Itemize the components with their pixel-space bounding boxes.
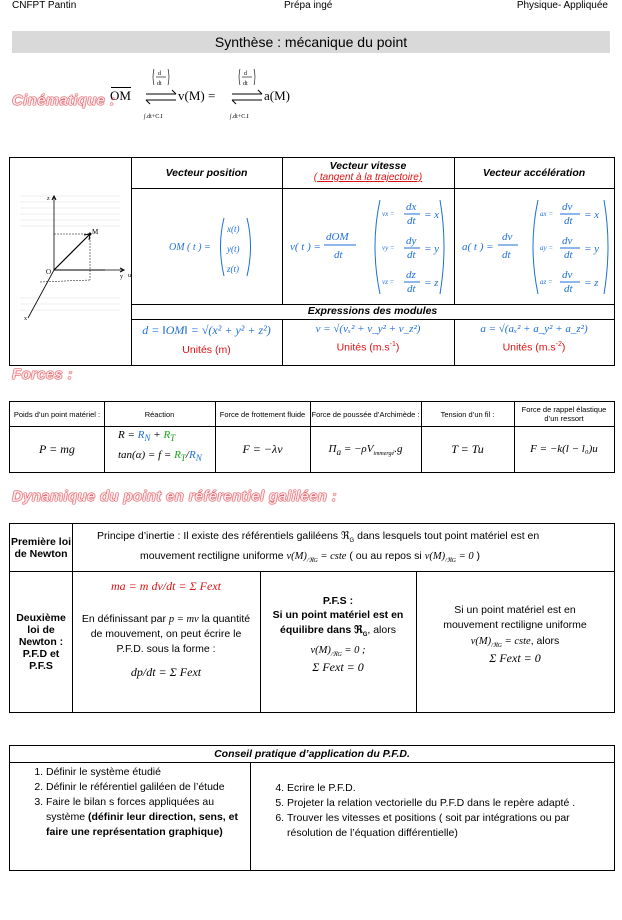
conseil-step: 1. Définir le système étudié bbox=[46, 765, 250, 780]
formula-ressort: F = −k(l − l₀)u bbox=[530, 443, 598, 455]
header-left: CNFPT Pantin bbox=[12, 0, 77, 11]
svg-text:dt: dt bbox=[564, 249, 573, 261]
page-title: Synthèse : mécanique du point bbox=[12, 31, 610, 53]
velocity-expr: v(M) = bbox=[178, 88, 216, 103]
conseil-step-bold: (définir leur direction, sens, et faire une représentation graphique) bbox=[46, 811, 238, 838]
svg-text:dz: dz bbox=[406, 269, 416, 281]
svg-text:dt: dt bbox=[334, 249, 343, 261]
svg-text:x(t): x(t) bbox=[227, 224, 240, 234]
section-cinematique: Cinématique : bbox=[12, 92, 116, 109]
formula-reaction: $R = R_N + R_T$ $\tan(\alpha) = f = R_T/R_N$ bbox=[104, 426, 216, 472]
point-m-label: M bbox=[92, 228, 99, 236]
conseil-step: 2. Définir le référentiel galiléen de l’étude bbox=[46, 780, 250, 795]
header-center: Prépa ingé bbox=[284, 0, 333, 11]
svg-text:= x: = x bbox=[424, 209, 440, 221]
unit-position: Unités (m) bbox=[182, 344, 231, 356]
module-acceleration bbox=[454, 319, 614, 365]
force-header-ressort: Force de rappel élastique d’un ressort bbox=[514, 402, 614, 427]
svg-text:ax =: ax = bbox=[540, 210, 554, 218]
axis-u-label: u bbox=[128, 273, 131, 279]
svg-text:dOM: dOM bbox=[326, 231, 349, 243]
svg-text:dt: dt bbox=[502, 249, 511, 261]
formula-tension: T = Tu bbox=[421, 426, 515, 472]
svg-text:dy: dy bbox=[406, 235, 417, 247]
conseil-left-list bbox=[10, 765, 250, 840]
unit-acceleration-text: Unités (m.s bbox=[502, 341, 556, 354]
law2-pfd: ma = m dv/dt = Σ Fext En définissant par p = mv la quantité de mouvement, on peut écrire le P.F.D. sous la forme : dp/dt = Σ Fext bbox=[72, 571, 261, 712]
velocity-vector-svg bbox=[282, 188, 454, 304]
formula-frottement: F = −λv bbox=[215, 426, 311, 472]
unit-acceleration: Unités $(m.s^{-2})$ bbox=[502, 341, 566, 354]
deriv-arrows-1 bbox=[142, 66, 182, 126]
section-dynamique: Dynamique du point en référentiel galiléen : bbox=[12, 488, 337, 505]
law1-text-d: ( ou au repos si bbox=[349, 550, 422, 563]
position-vector-svg bbox=[131, 188, 282, 304]
conseil-step: 6. Trouver les vitesses et positions ( soit par intégrations ou par résolution de l’équation différentielle) bbox=[287, 811, 614, 841]
conseil-step: 4. Ecrire le P.F.D. bbox=[287, 781, 614, 796]
mru-alors: , alors bbox=[530, 635, 560, 647]
svg-text:dv: dv bbox=[562, 235, 573, 247]
pfs-velocity-zero: $v(M)_{/ℜG} = 0$ ; bbox=[310, 645, 366, 659]
position-formula bbox=[131, 188, 283, 305]
om-vector: OM bbox=[110, 88, 131, 103]
svg-text:vz =: vz = bbox=[382, 278, 395, 286]
conseil-box bbox=[9, 745, 615, 871]
col-vitesse-subtitle: ( tangent à la trajectoire) bbox=[313, 172, 423, 183]
pfs-cell: P.F.S : Si un point matériel est en équilibre dans ℜ$_G$, alors $v(M)_{/ℜG} = 0$ ; Σ Fext = 0 bbox=[260, 571, 417, 712]
section-forces: Forces : bbox=[12, 366, 73, 383]
svg-text:= z: = z bbox=[424, 277, 439, 289]
axis-x-label: x bbox=[24, 316, 27, 322]
svg-text:dv: dv bbox=[502, 231, 513, 243]
law1-text-b: dans lesquels tout point matériel est en bbox=[354, 530, 540, 542]
svg-text:dt: dt bbox=[564, 215, 573, 227]
svg-text:∫.dt+C.I: ∫.dt+C.I bbox=[230, 114, 249, 120]
svg-text:= y: = y bbox=[584, 243, 600, 255]
svg-text:v( t ) =: v( t ) = bbox=[290, 241, 321, 253]
force-header-reaction: Réaction bbox=[104, 402, 216, 427]
law1-label: Première loi de Newton bbox=[10, 524, 73, 572]
law1-text-c: mouvement rectiligne uniforme bbox=[140, 550, 284, 563]
module-position-formula: d = ‖OM‖ = √(x² + y² + z²) bbox=[142, 323, 271, 337]
formula-poids: P = mg bbox=[10, 426, 105, 472]
svg-text:dt: dt bbox=[407, 215, 416, 227]
module-position bbox=[131, 319, 283, 365]
forces-table bbox=[9, 401, 615, 473]
svg-text:z(t): z(t) bbox=[227, 264, 239, 274]
svg-text:az =: az = bbox=[540, 278, 553, 286]
force-header-tension: Tension d’un fil : bbox=[421, 402, 515, 427]
svg-text:dv: dv bbox=[562, 201, 573, 213]
svg-text:vy =: vy = bbox=[382, 244, 395, 252]
law2-label: Deuxième loi de Newton : P.F.D et P.F.S bbox=[10, 571, 73, 712]
force-header-poids: Poids d’un point matériel : bbox=[10, 402, 105, 427]
mru-cell bbox=[416, 571, 614, 712]
svg-text:y(t): y(t) bbox=[227, 244, 240, 254]
kinematics-diagram-cell bbox=[10, 158, 132, 365]
conseil-right bbox=[251, 763, 614, 870]
conseil-step: 5. Projeter la relation vectorielle du P.F.D dans le repère adapté . bbox=[287, 796, 614, 811]
col-vitesse-header bbox=[282, 158, 455, 189]
cinematique-formula bbox=[110, 66, 310, 126]
conseil-left bbox=[10, 763, 251, 870]
svg-text:dv: dv bbox=[562, 269, 573, 281]
svg-text:a( t ) =: a( t ) = bbox=[462, 241, 494, 253]
conseil-step-text: Faire le bilan s forces appliquées au système bbox=[46, 796, 215, 823]
conseil-right-list bbox=[251, 781, 614, 841]
svg-text:∫.dt+C.I: ∫.dt+C.I bbox=[144, 114, 163, 120]
module-velocity bbox=[282, 319, 455, 365]
pfs-text: Si un point matériel est en équilibre dans bbox=[272, 609, 404, 636]
page-header bbox=[0, 0, 622, 14]
force-header-frottement: Force de frottement fluide bbox=[215, 402, 311, 427]
acceleration-vector-svg bbox=[454, 188, 614, 304]
svg-text:d: d bbox=[244, 71, 247, 77]
module-acceleration-formula: a = √(aₓ² + a_y² + a_z²) bbox=[480, 323, 588, 335]
kinematics-table bbox=[9, 157, 615, 366]
svg-text:dt: dt bbox=[564, 283, 573, 295]
conseil-step bbox=[46, 795, 250, 840]
unit-velocity: Unités $(m.s^{-1})$ bbox=[336, 341, 400, 354]
svg-text:OM ( t ) =: OM ( t ) = bbox=[169, 242, 211, 253]
mru-velocity: $v(M)_{/ℜG}$ = cste bbox=[470, 636, 531, 650]
svg-text:= z: = z bbox=[584, 277, 599, 289]
origin-label: O bbox=[46, 268, 52, 276]
col-vitesse-title: Vecteur vitesse bbox=[329, 160, 407, 172]
acceleration-expr: a(M) bbox=[264, 88, 290, 103]
col-position-header: Vecteur position bbox=[131, 158, 283, 189]
pfd-formula: ma = m dv/dt = Σ Fext bbox=[111, 579, 221, 593]
svg-text:d: d bbox=[158, 71, 161, 77]
pfs-force-zero: Σ Fext = 0 bbox=[312, 660, 364, 675]
mru-force-zero: Σ Fext = 0 bbox=[489, 651, 541, 666]
formula-archimede: $\Pi_a = -\rho V_{immergé}.g$ bbox=[310, 426, 422, 472]
svg-text:dt: dt bbox=[407, 283, 416, 295]
modules-header: Expressions des modules bbox=[131, 304, 614, 320]
axis-z-label: z bbox=[47, 196, 50, 202]
conseil-title: Conseil pratique d’application du P.F.D. bbox=[10, 746, 614, 763]
unit-acceleration-exp: -2 bbox=[555, 341, 562, 348]
col-acceleration-header: Vecteur accélération bbox=[454, 158, 614, 189]
velocity-formula bbox=[282, 188, 455, 305]
svg-text:dx: dx bbox=[406, 201, 417, 213]
svg-text:ay =: ay = bbox=[540, 244, 554, 252]
unit-velocity-text: Unités (m.s bbox=[336, 341, 390, 354]
law1-text-a: Principe d’inertie : Il existe des référentiels galiléens ℜ bbox=[97, 530, 350, 542]
law2-text: En définissant par bbox=[81, 613, 166, 625]
law2-text-b: la quantité de mouvement, on peut écrire le P.F.D. sous la forme : bbox=[90, 613, 251, 655]
deriv-arrows-2 bbox=[228, 66, 268, 126]
newton-table bbox=[9, 523, 615, 713]
svg-text:vx =: vx = bbox=[382, 210, 395, 218]
mru-text: Si un point matériel est en mouvement rectiligne uniforme bbox=[443, 604, 587, 631]
axis-y-label: y bbox=[120, 274, 123, 280]
pfd-momentum-formula: dp/dt = Σ Fext bbox=[130, 665, 202, 679]
header-right: Physique- Appliquée bbox=[516, 0, 608, 11]
pfs-alors: , alors bbox=[367, 624, 396, 636]
svg-text:dt: dt bbox=[407, 249, 416, 261]
pfs-title: P.F.S : bbox=[322, 595, 354, 607]
force-header-archimede: Force de poussée d’Archimède : bbox=[310, 402, 422, 427]
law1-content: Principe d’inertie : Il existe des référentiels galiléens ℜ$_G$ dans lesquels tout point matériel est en mouvement rectiligne uniforme $v(M)_{/ℜG}$ = cste ( ou au repos si $v(M)_{/ℜG} = 0$ ) bbox=[72, 524, 614, 572]
svg-text:dt: dt bbox=[243, 81, 248, 87]
coordinate-diagram bbox=[10, 158, 131, 365]
module-velocity-formula: v = √(vₓ² + v_y² + v_z²) bbox=[315, 323, 421, 335]
unit-velocity-exp: -1 bbox=[389, 341, 396, 348]
svg-text:= y: = y bbox=[424, 243, 440, 255]
svg-text:dt: dt bbox=[157, 81, 162, 87]
acceleration-formula bbox=[454, 188, 614, 305]
svg-text:= x: = x bbox=[584, 209, 600, 221]
